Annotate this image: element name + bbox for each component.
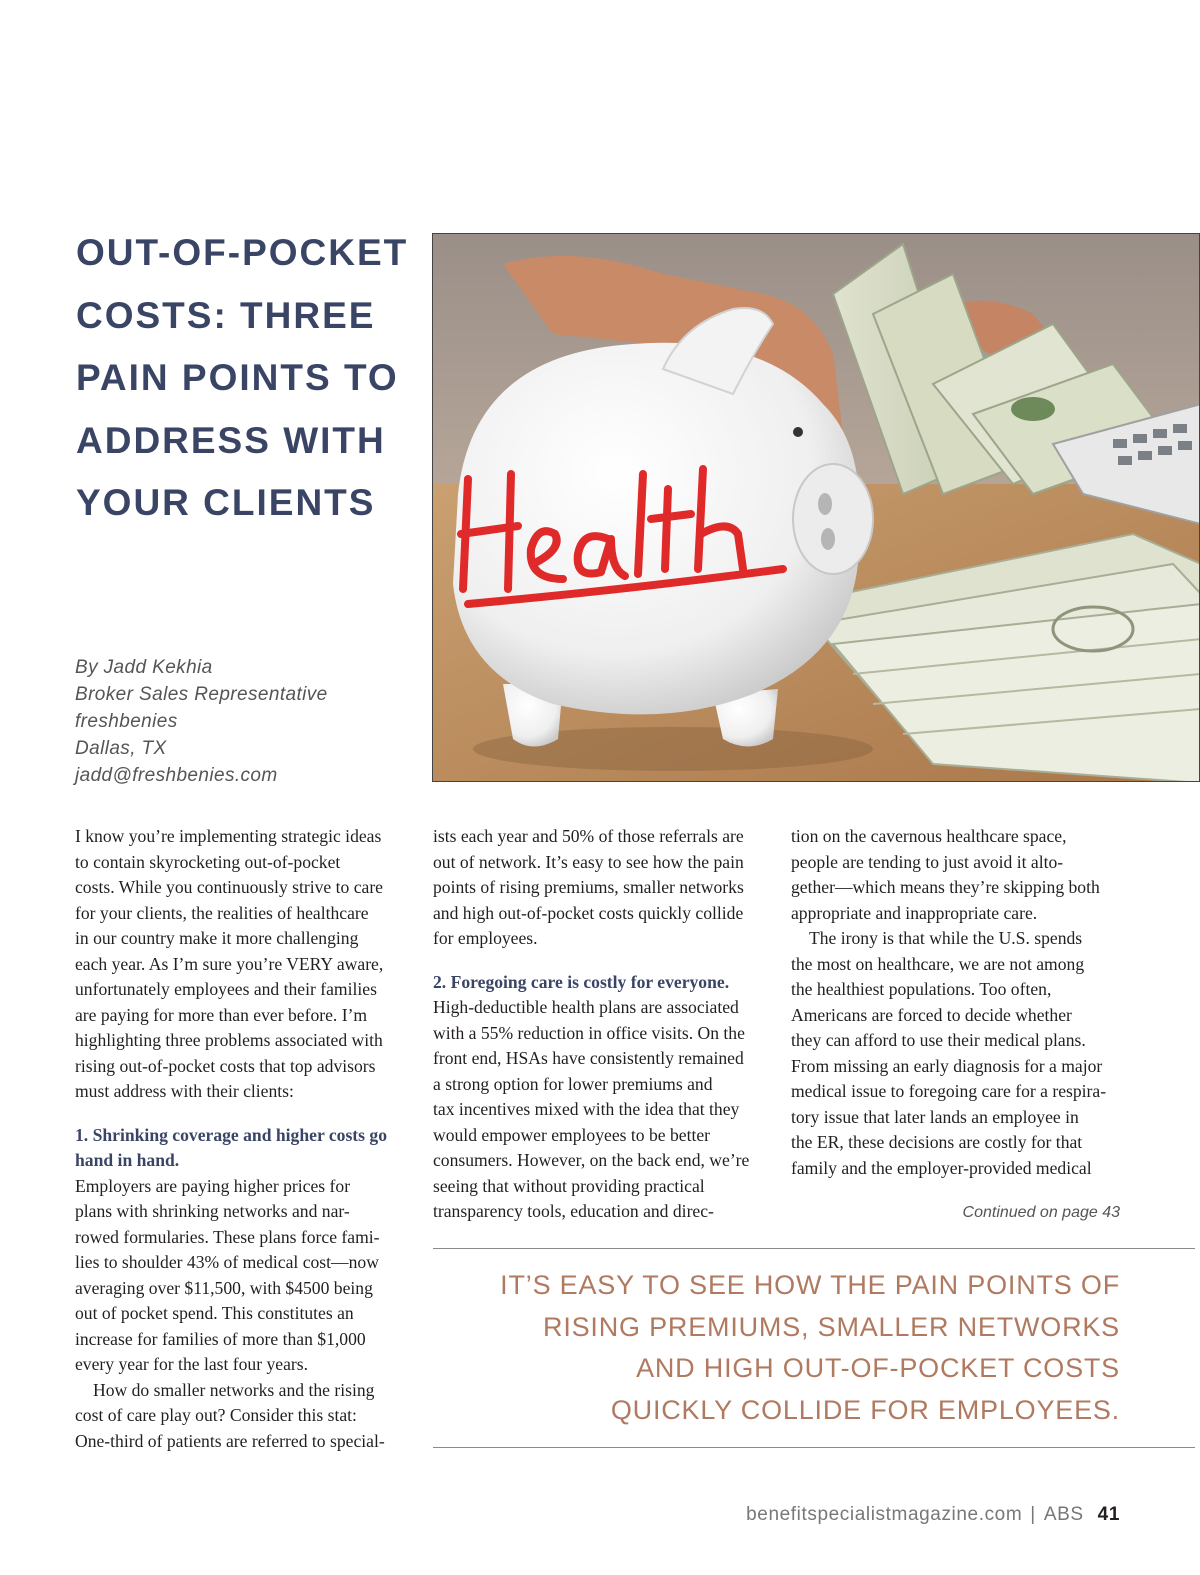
text-line: highlighting three problems associated with	[75, 1030, 383, 1050]
text-line: points of rising premiums, smaller networks	[433, 877, 744, 897]
text-line: would empower employees to be better	[433, 1124, 711, 1145]
text-line: the most on healthcare, we are not among	[791, 953, 1085, 974]
section-heading-2	[433, 970, 765, 996]
pull-quote-line: AND HIGH OUT-OF-POCKET COSTS	[636, 1353, 1120, 1384]
text-line: the ER, these decisions are costly for that	[791, 1132, 1083, 1152]
text-line: cost of care play out? Consider this stat:	[75, 1405, 357, 1425]
text-line: the healthiest populations. Too often,	[791, 979, 1052, 999]
text-line: I know you’re implementing strategic ideas	[75, 826, 382, 846]
body-column-1	[75, 824, 407, 1454]
text-line: each year. As I’m sure you’re VERY aware,	[75, 953, 384, 974]
text-line: transparency tools, education and direc-	[433, 1201, 714, 1221]
pull-quote-rule-bottom	[433, 1447, 1195, 1448]
text-line: seeing that without providing practical	[433, 1175, 705, 1196]
title-line: OUT-OF-POCKET	[76, 232, 409, 273]
pull-quote-line: RISING PREMIUMS, SMALLER NETWORKS	[543, 1311, 1120, 1342]
text-line: How do smaller networks and the rising	[93, 1379, 375, 1400]
text-line: Americans are forced to decide whether	[791, 1004, 1072, 1025]
text-line: out of pocket spend. This constitutes an	[75, 1303, 354, 1323]
title-line: ADDRESS WITH	[76, 419, 386, 461]
text-line: for employees.	[433, 928, 538, 948]
text-line: appropriate and inappropriate care.	[791, 902, 1038, 923]
pull-quote-rule-top	[433, 1248, 1195, 1249]
text-line: for your clients, the realities of healthcare	[75, 902, 369, 923]
title-line: YOUR CLIENTS	[76, 482, 376, 523]
text-line: The irony is that while the U.S. spends	[809, 928, 1083, 948]
heading-line: hand in hand.	[75, 1150, 180, 1170]
page-number: 41	[1097, 1504, 1120, 1525]
hero-image	[432, 233, 1200, 782]
text-line: tax incentives mixed with the idea that they	[433, 1099, 740, 1119]
text-line: lies to shoulder 43% of medical cost—now	[75, 1252, 379, 1272]
body-column-2	[433, 824, 765, 1225]
text-line: averaging over $11,500, with $4500 being	[75, 1277, 373, 1298]
text-line: tory issue that later lands an employee in	[791, 1106, 1079, 1127]
section-2-paragraph-2	[791, 926, 1123, 1181]
pull-quote	[440, 1265, 1120, 1432]
text-line: consumers. However, on the back end, we’re	[433, 1150, 750, 1170]
text-line: tion on the cavernous healthcare space,	[791, 826, 1067, 846]
footer-site-link[interactable]: benefitspecialistmagazine.com	[746, 1504, 1023, 1525]
continued-on-link[interactable]: Continued on page 43	[962, 1204, 1120, 1221]
article-title	[76, 222, 426, 535]
footer-separator: |	[1030, 1504, 1036, 1525]
text-line: to contain skyrocketing out-of-pocket	[75, 851, 341, 872]
text-line: One-third of patients are referred to special-	[75, 1430, 385, 1451]
text-line: people are tending to just avoid it alto-	[791, 851, 1064, 872]
text-line: From missing an early diagnosis for a major	[791, 1055, 1103, 1076]
page-footer	[746, 1504, 1120, 1526]
text-line: unfortunately employees and their families	[75, 979, 377, 999]
heading-line: 1. Shrinking coverage and higher costs go	[75, 1124, 387, 1145]
title-line: COSTS: THREE	[76, 294, 376, 336]
byline-role: Broker Sales Representative	[75, 684, 328, 705]
text-line: family and the employer-provided medical	[791, 1157, 1092, 1178]
byline-author: By Jadd Kekhia	[75, 657, 213, 678]
byline-company: freshbenies	[75, 711, 178, 732]
text-line: ists each year and 50% of those referrals are	[433, 826, 744, 846]
text-line: rowed formularies. These plans force fami-	[75, 1226, 380, 1247]
text-line: costs. While you continuously strive to care	[75, 877, 383, 897]
text-line: in our country make it more challenging	[75, 928, 359, 948]
pull-quote-line: QUICKLY COLLIDE FOR EMPLOYEES.	[610, 1395, 1120, 1426]
text-line: are paying for more than ever before. I’m	[75, 1004, 368, 1025]
text-line: gether—which means they’re skipping both	[791, 877, 1100, 897]
text-line: they can afford to use their medical plans.	[791, 1030, 1086, 1050]
intro-paragraph	[75, 824, 407, 1105]
footer-publication: ABS	[1043, 1504, 1084, 1525]
text-line: out of network. It’s easy to see how the pain	[433, 851, 744, 872]
body-column-3	[791, 824, 1123, 1181]
text-line: High-deductible health plans are associated	[433, 997, 739, 1017]
section-2-paragraph	[433, 995, 765, 1225]
heading-line: 2. Foregoing care is costly for everyone.	[433, 971, 730, 992]
continued-paragraph	[433, 824, 765, 952]
section-1-paragraph	[75, 1174, 407, 1378]
text-line: a strong option for lower premiums and	[433, 1073, 713, 1094]
text-line: plans with shrinking networks and nar-	[75, 1201, 350, 1221]
pull-quote-line: IT’S EASY TO SEE HOW THE PAIN POINTS OF	[500, 1270, 1120, 1300]
byline	[75, 654, 328, 789]
text-line: medical issue to foregoing care for a respira-	[791, 1081, 1107, 1101]
section-1-paragraph-2	[75, 1378, 407, 1455]
text-line: rising out-of-pocket costs that top advisors	[75, 1055, 376, 1076]
section-heading-1	[75, 1123, 407, 1174]
text-line: with a 55% reduction in office visits. On the	[433, 1022, 745, 1043]
text-line: must address with their clients:	[75, 1081, 294, 1101]
text-line: front end, HSAs have consistently remained	[433, 1048, 744, 1068]
text-line: increase for families of more than $1,000	[75, 1328, 366, 1349]
title-line: PAIN POINTS TO	[76, 357, 399, 398]
text-line: every year for the last four years.	[75, 1354, 309, 1374]
text-line: and high out-of-pocket costs quickly collide	[433, 902, 744, 923]
byline-location: Dallas, TX	[75, 738, 167, 759]
text-line: Employers are paying higher prices for	[75, 1175, 351, 1196]
section-2-paragraph-cont	[791, 824, 1123, 926]
byline-email[interactable]: jadd@freshbenies.com	[75, 765, 278, 786]
